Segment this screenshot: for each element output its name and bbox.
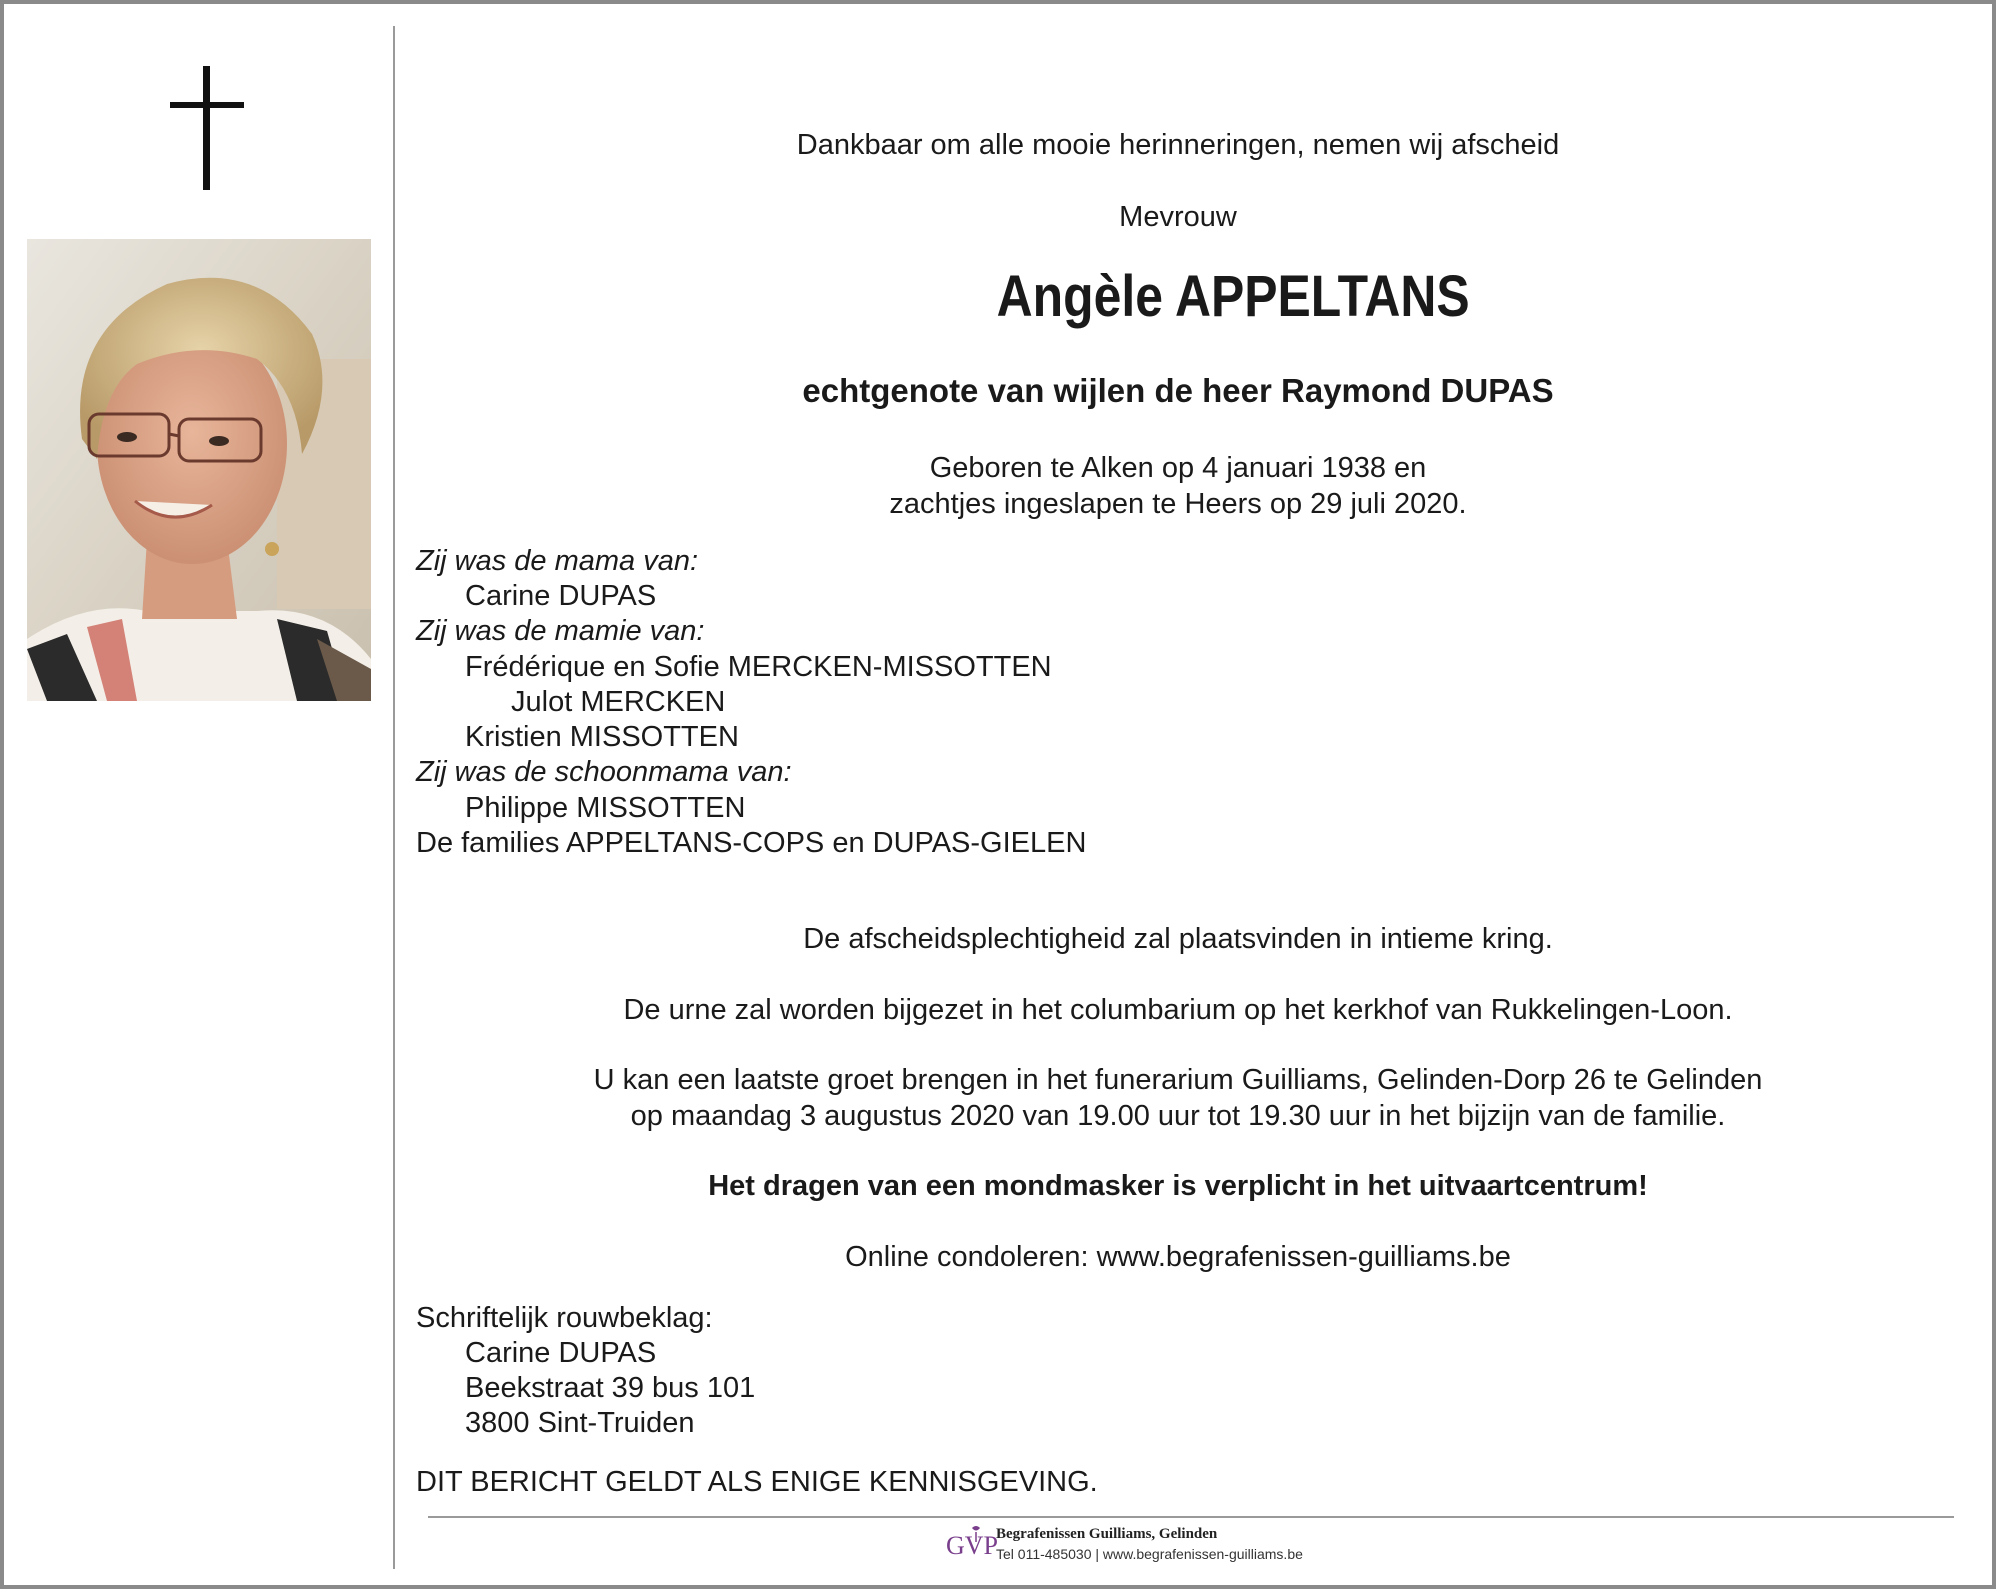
- son-in-law-name: Philippe MISSOTTEN: [465, 792, 746, 824]
- grandchild-name: Frédérique en Sofie MERCKEN-MISSOTTEN: [465, 651, 1052, 683]
- condolence-street: Beekstraat 39 bus 101: [465, 1372, 756, 1404]
- funeral-home-name: Begrafenissen Guilliams, Gelinden: [996, 1526, 1218, 1542]
- mama-label: Zij was de mama van:: [416, 545, 699, 577]
- spouse-line: echtgenote van wijlen de heer Raymond DUPAS: [802, 372, 1554, 409]
- funeral-home-logo: [942, 1524, 999, 1570]
- deceased-name: Angèle APPELTANS: [996, 264, 1470, 329]
- ceremony-text: De afscheidsplechtigheid zal plaatsvinden in intieme kring.: [803, 923, 1553, 955]
- cross-icon: [170, 66, 244, 190]
- svg-text:GVP: GVP: [946, 1531, 999, 1560]
- death-line: zachtjes ingeslapen te Heers op 29 juli 2020.: [889, 488, 1467, 520]
- grandchild-name: Kristien MISSOTTEN: [465, 721, 739, 753]
- visit-line-1: U kan een laatste groet brengen in het funerarium Guilliams, Gelinden-Dorp 26 te Gelinden: [593, 1064, 1763, 1096]
- funeral-home-contact: Tel 011-485030 | www.begrafenissen-guilliams.be: [996, 1546, 1303, 1562]
- footer-divider: [428, 1516, 1954, 1518]
- mama-name: Carine DUPAS: [465, 580, 657, 612]
- mask-notice: Het dragen van een mondmasker is verplicht in het uitvaartcentrum!: [708, 1170, 1648, 1202]
- urn-text: De urne zal worden bijgezet in het columbarium op het kerkhof van Rukkelingen-Loon.: [623, 994, 1733, 1026]
- column-divider: [393, 26, 395, 1569]
- salutation: Mevrouw: [1119, 201, 1237, 233]
- schoonmama-label: Zij was de schoonmama van:: [416, 756, 792, 788]
- mamie-label: Zij was de mamie van:: [416, 615, 705, 647]
- birth-line: Geboren te Alken op 4 januari 1938 en: [929, 452, 1427, 484]
- portrait-photo: [27, 239, 371, 701]
- grandchild-name: Julot MERCKEN: [511, 686, 726, 718]
- families-line: De families APPELTANS-COPS en DUPAS-GIELEN: [416, 827, 1087, 859]
- visit-line-2: op maandag 3 augustus 2020 van 19.00 uur tot 19.30 uur in het bijzijn van de familie.: [630, 1100, 1726, 1132]
- intro-text: Dankbaar om alle mooie herinneringen, nemen wij afscheid: [796, 129, 1560, 161]
- condolence-name: Carine DUPAS: [465, 1337, 657, 1369]
- online-condolence: Online condoleren: www.begrafenissen-guilliams.be: [845, 1241, 1511, 1273]
- closing-notice: DIT BERICHT GELDT ALS ENIGE KENNISGEVING.: [416, 1466, 1098, 1498]
- condolence-label: Schriftelijk rouwbeklag:: [416, 1302, 713, 1334]
- condolence-city: 3800 Sint-Truiden: [465, 1407, 695, 1439]
